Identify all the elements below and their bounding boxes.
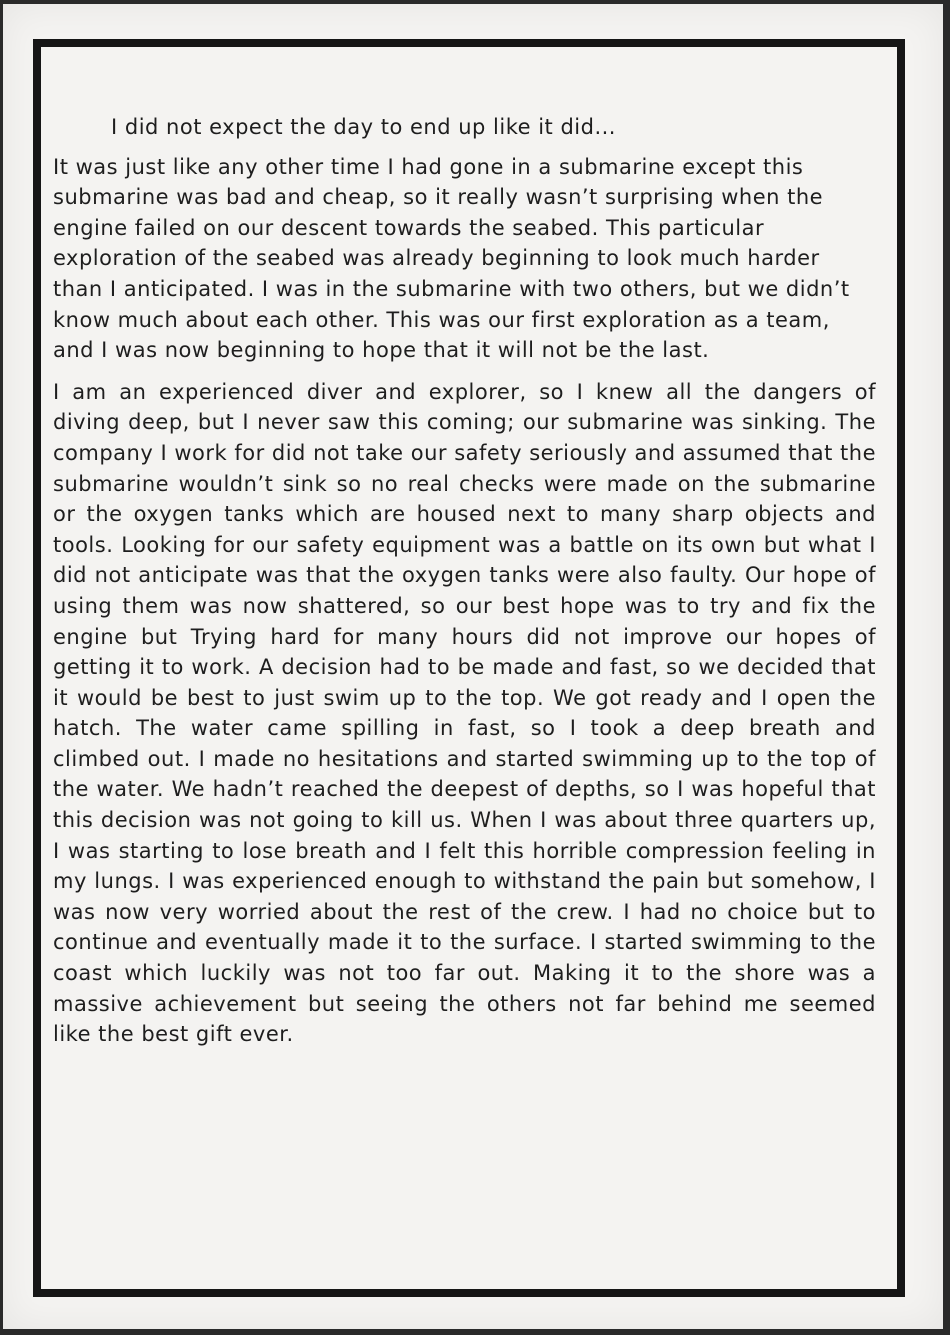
paper-sheet [3, 4, 943, 1329]
paragraph-1: It was just like any other time I had gone in a submarine except this submarine was bad and cheap, so it really wasn’t surprising when the engine failed on our descent towards the seabed. This particular exploration of the seabed was already beginning to look much harder than I anticipated. I was in the submarine with two others, but we didn’t know much about each other. This was our first exploration as a team, and I was now beginning to hope that it will not be the last. [53, 154, 850, 363]
story-text [53, 112, 876, 1061]
opening-line: I did not expect the day to end up like it did... [111, 115, 616, 139]
paragraph-2: I am an experienced diver and explorer, so I knew all the dangers of diving deep, but I never saw this coming; our submarine was sinking. The company I work for did not take our safety seriously and assumed that the submarine wouldn’t sink so no real checks were made on the submarine or the oxygen tanks which are housed next to many sharp objects and tools. Looking for our safety equipment was a battle on its own but what I did not anticipate was that the oxygen tanks were also faulty. Our hope of using them was now shattered, so our best hope was to try and fix the engine but Trying hard for many hours did not improve our hopes of getting it to work. A decision had to be made and fast, so we decided that it would be best to just swim up to the top. We got ready and I open the hatch. The water came spilling in fast, so I took a deep breath and climbed out. I made no hesitations and started swimming up to the top of the water. We hadn’t reached the deepest of depths, so I was hopeful that this decision was not going to kill us. When I was about three quarters up, I was starting to lose breath and I felt this horrible compression feeling in my lungs. I was experienced enough to withstand the pain but somehow, I was now very worried about the rest of the crew. I had no choice but to continue and eventually made it to the surface. I started swimming to the coast which luckily was not too far out. Making it to the shore was a massive achievement but seeing the others not far behind me seemed like the best gift ever. [53, 379, 876, 1047]
